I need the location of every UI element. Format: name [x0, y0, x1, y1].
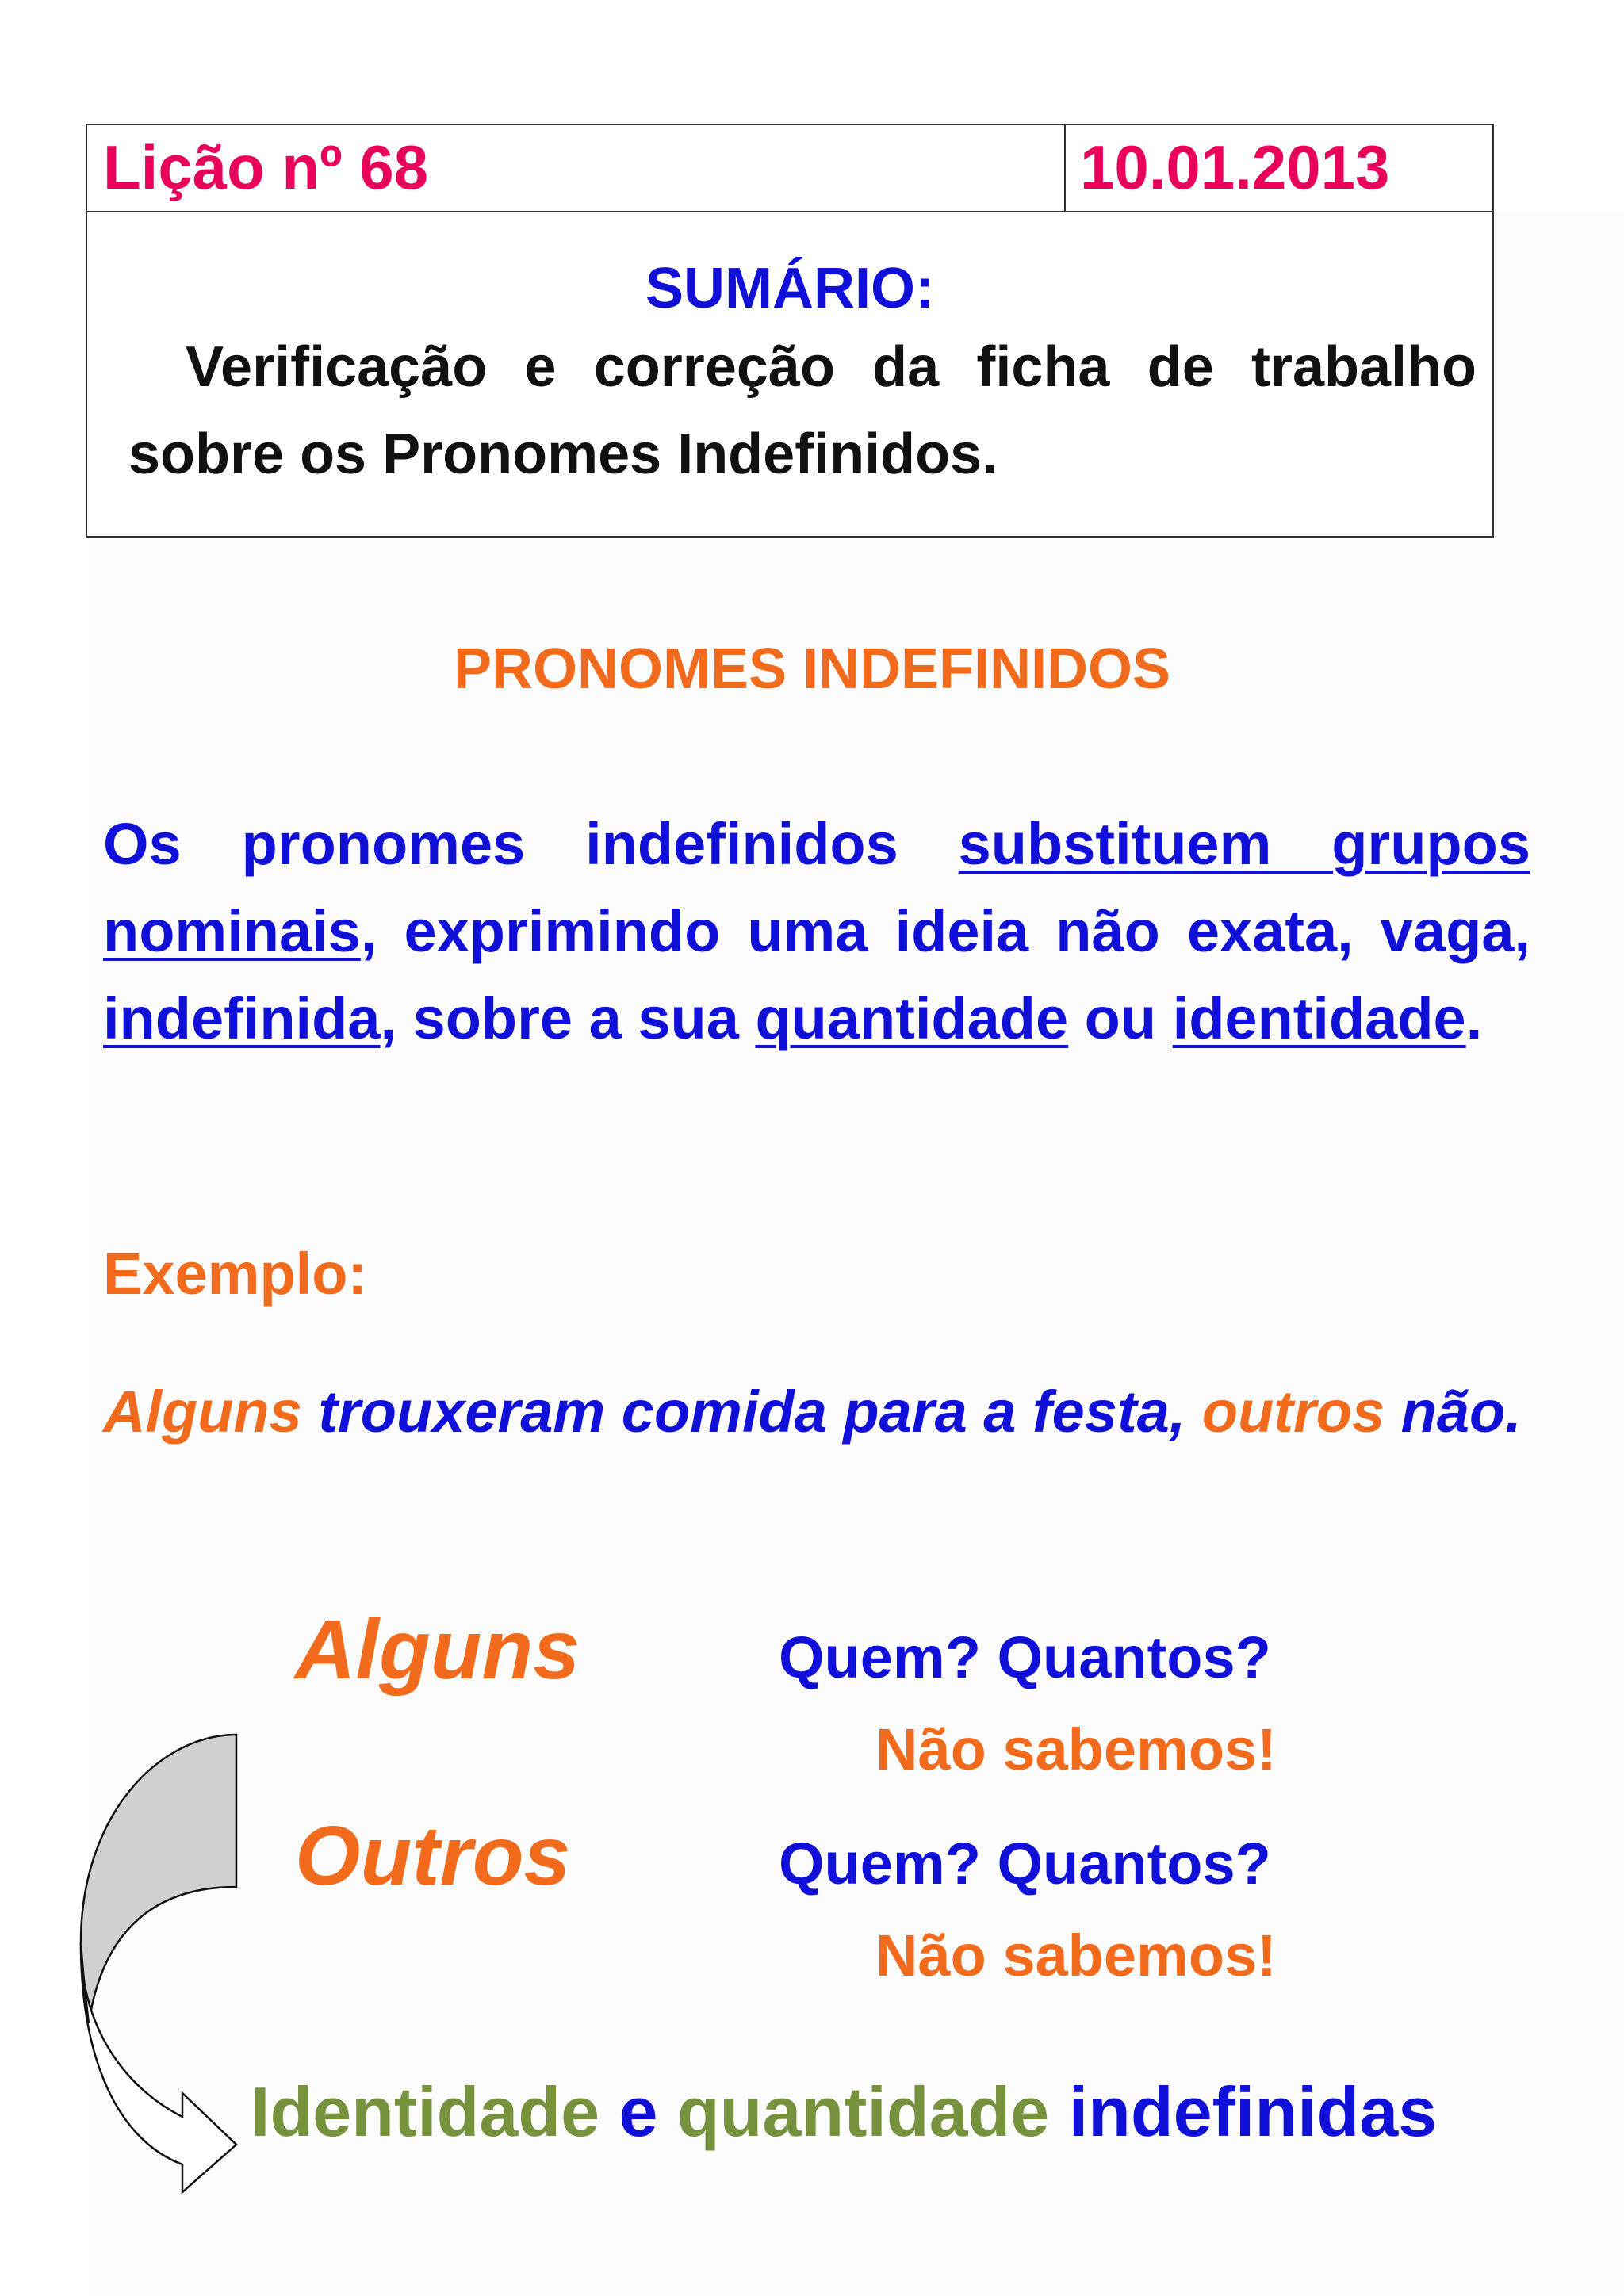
lesson-header-row	[87, 125, 1492, 212]
example-label: Exemplo:	[103, 1241, 368, 1307]
pronoun-outros: Outros	[295, 1809, 571, 1903]
definition-text: , sobre a sua	[380, 985, 756, 1051]
lesson-header-table	[86, 124, 1494, 538]
answer-2: Não sabemos!	[875, 1923, 1277, 1988]
example-text: não.	[1385, 1379, 1522, 1445]
underlined-term: indefinida	[103, 985, 381, 1051]
answer-1: Não sabemos!	[875, 1716, 1277, 1782]
question-1: Quem? Quantos?	[779, 1624, 1271, 1690]
pronoun-alguns: Alguns	[295, 1603, 580, 1697]
underlined-term: substituem grupos nominais	[103, 811, 1530, 964]
conclusion-line	[251, 2072, 1438, 2151]
underlined-term: identidade	[1172, 985, 1466, 1051]
definition-text: .	[1465, 985, 1483, 1051]
section-title: PRONOMES INDEFINIDOS	[453, 637, 1171, 701]
conclusion-word: indefinidas	[1049, 2072, 1438, 2151]
column-divider	[1064, 125, 1066, 211]
definition-text: , exprimindo uma ideia não exata, vaga,	[360, 898, 1530, 964]
conclusion-word: quantidade	[676, 2072, 1050, 2151]
example-text: trouxeram comida para a festa,	[301, 1379, 1202, 1445]
lesson-number: Lição nº 68	[103, 132, 428, 202]
example-pronoun: Alguns	[103, 1379, 302, 1445]
lesson-date: 10.01.2013	[1080, 132, 1390, 202]
question-2: Quem? Quantos?	[779, 1831, 1271, 1896]
definition-text: Os pronomes indefinidos	[103, 811, 959, 877]
example-pronoun: outros	[1201, 1379, 1385, 1445]
conclusion-word: e	[599, 2072, 677, 2151]
summary-text: Verificação e correção da ficha de trabalho sobre os Pronomes Indefinidos.	[128, 335, 1477, 486]
definition-paragraph	[103, 801, 1530, 1062]
conclusion-word: Identidade	[251, 2072, 600, 2151]
curved-arrow-icon	[71, 1728, 262, 2196]
definition-text: ou	[1068, 985, 1173, 1051]
example-sentence	[103, 1368, 1530, 1456]
underlined-term: quantidade	[755, 985, 1069, 1051]
summary-title: SUMÁRIO:	[645, 257, 934, 320]
